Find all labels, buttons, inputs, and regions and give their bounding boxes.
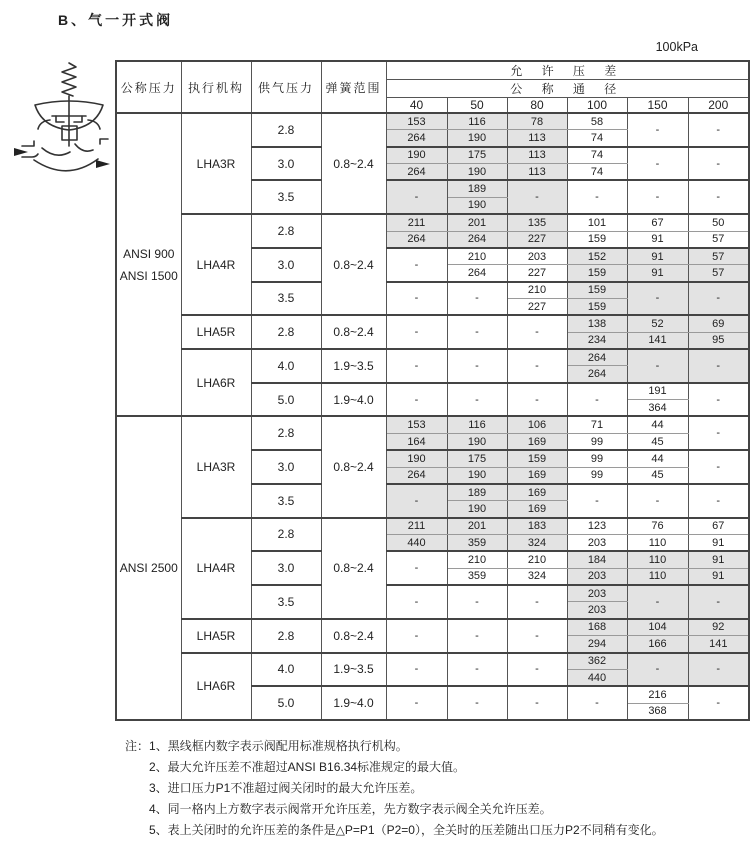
value-cell: 169 (507, 501, 567, 518)
value-cell: 190 (447, 197, 507, 214)
dash-cell: - (507, 315, 567, 349)
dash-cell: - (688, 113, 749, 147)
value-cell: 364 (627, 400, 688, 417)
value-cell: 264 (386, 231, 447, 248)
value-cell: 101 (567, 214, 627, 231)
unit-label: 100kPa (655, 40, 698, 54)
actuator-cell: LHA5R (181, 619, 251, 653)
value-cell: 71 (567, 416, 627, 433)
supply-cell: 2.8 (251, 416, 321, 450)
value-cell: 44 (627, 416, 688, 433)
dash-cell: - (386, 551, 447, 585)
value-cell: 57 (688, 265, 749, 282)
dash-cell: - (386, 484, 447, 518)
supply-cell: 3.0 (251, 450, 321, 484)
value-cell: 190 (447, 164, 507, 181)
value-cell: 45 (627, 433, 688, 450)
dash-cell: - (688, 349, 749, 383)
header-actuator: 执行机构 (181, 61, 251, 113)
value-cell: 169 (507, 484, 567, 501)
supply-cell: 3.5 (251, 180, 321, 214)
dash-cell: - (447, 653, 507, 687)
value-cell: 324 (507, 568, 567, 585)
value-cell: 264 (386, 130, 447, 147)
value-cell: 159 (567, 282, 627, 299)
value-cell: 110 (627, 551, 688, 568)
value-cell: 168 (567, 619, 627, 636)
value-cell: 92 (688, 619, 749, 636)
value-cell: 264 (447, 265, 507, 282)
value-cell: 368 (627, 703, 688, 720)
dash-cell: - (688, 585, 749, 619)
value-cell: 52 (627, 315, 688, 332)
value-cell: 99 (567, 467, 627, 484)
header-nominal-pressure: 公称压力 (116, 61, 181, 113)
header-spring-range: 弹簧范围 (321, 61, 386, 113)
value-cell: 175 (447, 147, 507, 164)
dash-cell: - (447, 585, 507, 619)
header-size-150: 150 (627, 98, 688, 114)
value-cell: 203 (507, 248, 567, 265)
header-size-50: 50 (447, 98, 507, 114)
value-cell: 123 (567, 518, 627, 535)
supply-cell: 3.0 (251, 248, 321, 282)
value-cell: 440 (386, 534, 447, 551)
page-title: B、气一开式阀 (58, 12, 174, 28)
supply-cell: 2.8 (251, 518, 321, 552)
dash-cell: - (688, 450, 749, 484)
supply-cell: 3.0 (251, 147, 321, 181)
supply-cell: 3.5 (251, 484, 321, 518)
value-cell: 227 (507, 231, 567, 248)
value-cell: 211 (386, 214, 447, 231)
value-cell: 69 (688, 315, 749, 332)
pressure-diff-table (115, 60, 750, 721)
value-cell: 190 (447, 467, 507, 484)
value-cell: 359 (447, 568, 507, 585)
supply-cell: 2.8 (251, 214, 321, 248)
dash-cell: - (567, 180, 627, 214)
dash-cell: - (447, 383, 507, 417)
value-cell: 211 (386, 518, 447, 535)
value-cell: 91 (627, 265, 688, 282)
value-cell: 184 (567, 551, 627, 568)
actuator-cell: LHA6R (181, 653, 251, 720)
supply-cell: 2.8 (251, 315, 321, 349)
value-cell: 164 (386, 433, 447, 450)
value-cell: 203 (567, 585, 627, 602)
note-item-4: 4、同一格内上方数字表示阀常开允许压差，先方数字表示阀全关允许压差。 (149, 802, 552, 816)
value-cell: 159 (507, 450, 567, 467)
supply-cell: 5.0 (251, 686, 321, 720)
value-cell: 201 (447, 518, 507, 535)
value-cell: 362 (567, 653, 627, 670)
note-item-3: 3、进口压力P1不准超过阀关闭时的最大允许压差。 (149, 781, 423, 795)
supply-cell: 3.5 (251, 585, 321, 619)
value-cell: 57 (688, 231, 749, 248)
value-cell: 116 (447, 416, 507, 433)
dash-cell: - (386, 585, 447, 619)
value-cell: 189 (447, 484, 507, 501)
supply-cell: 4.0 (251, 349, 321, 383)
dash-cell: - (688, 686, 749, 720)
spring-cell: 1.9~3.5 (321, 653, 386, 687)
note-item-2: 2、最大允许压差不准超过ANSI B16.34标准规定的最大值。 (149, 760, 466, 774)
dash-cell: - (447, 349, 507, 383)
table-body (116, 113, 749, 720)
dash-cell: - (627, 113, 688, 147)
dash-cell: - (507, 383, 567, 417)
value-cell: 135 (507, 214, 567, 231)
dash-cell: - (386, 653, 447, 687)
pressure-diff-table-wrap (115, 60, 750, 721)
dash-cell: - (567, 686, 627, 720)
spring-cell: 1.9~4.0 (321, 383, 386, 417)
value-cell: 190 (447, 433, 507, 450)
dash-cell: - (386, 248, 447, 282)
dash-cell: - (627, 653, 688, 687)
value-cell: 110 (627, 534, 688, 551)
dash-cell: - (507, 686, 567, 720)
value-cell: 74 (567, 147, 627, 164)
header-size-80: 80 (507, 98, 567, 114)
value-cell: 234 (567, 332, 627, 349)
dash-cell: - (567, 484, 627, 518)
pressure-cell: ANSI 2500 (116, 416, 181, 719)
header-allowable-pressure-diff: 允 许 压 差 (386, 61, 749, 80)
value-cell: 189 (447, 180, 507, 197)
value-cell: 91 (627, 231, 688, 248)
value-cell: 138 (567, 315, 627, 332)
value-cell: 210 (507, 551, 567, 568)
dash-cell: - (688, 484, 749, 518)
dash-cell: - (386, 619, 447, 653)
value-cell: 141 (627, 332, 688, 349)
dash-cell: - (688, 653, 749, 687)
value-cell: 264 (386, 467, 447, 484)
value-cell: 104 (627, 619, 688, 636)
value-cell: 159 (567, 298, 627, 315)
value-cell: 106 (507, 416, 567, 433)
value-cell: 113 (507, 164, 567, 181)
value-cell: 264 (567, 349, 627, 366)
value-cell: 210 (447, 248, 507, 265)
inlet-arrow-icon (14, 148, 28, 156)
dash-cell: - (627, 585, 688, 619)
value-cell: 264 (567, 366, 627, 383)
dash-cell: - (447, 619, 507, 653)
value-cell: 159 (567, 231, 627, 248)
value-cell: 210 (447, 551, 507, 568)
value-cell: 58 (567, 113, 627, 130)
dash-cell: - (627, 147, 688, 181)
supply-cell: 5.0 (251, 383, 321, 417)
note-item-1: 1、黑线框内数字表示阀配用标准规格执行机构。 (149, 739, 408, 753)
spring-cell: 0.8~2.4 (321, 619, 386, 653)
value-cell: 294 (567, 636, 627, 653)
value-cell: 190 (447, 501, 507, 518)
spring-glyph (62, 63, 76, 96)
dash-cell: - (507, 585, 567, 619)
value-cell: 190 (386, 450, 447, 467)
dash-cell: - (627, 180, 688, 214)
value-cell: 67 (627, 214, 688, 231)
value-cell: 227 (507, 298, 567, 315)
dash-cell: - (688, 383, 749, 417)
value-cell: 113 (507, 130, 567, 147)
dash-cell: - (688, 147, 749, 181)
dash-cell: - (688, 282, 749, 316)
spring-cell: 0.8~2.4 (321, 315, 386, 349)
value-cell: 57 (688, 248, 749, 265)
dash-cell: - (627, 282, 688, 316)
supply-cell: 2.8 (251, 113, 321, 147)
value-cell: 76 (627, 518, 688, 535)
dash-cell: - (386, 383, 447, 417)
notes-prefix: 注： (125, 739, 150, 753)
value-cell: 264 (386, 164, 447, 181)
value-cell: 203 (567, 534, 627, 551)
air-to-open-valve-icon (12, 60, 112, 180)
value-cell: 169 (507, 467, 567, 484)
value-cell: 169 (507, 433, 567, 450)
spring-cell: 1.9~3.5 (321, 349, 386, 383)
spring-cell: 1.9~4.0 (321, 686, 386, 720)
value-cell: 201 (447, 214, 507, 231)
spring-cell: 0.8~2.4 (321, 214, 386, 315)
supply-cell: 3.0 (251, 551, 321, 585)
value-cell: 153 (386, 416, 447, 433)
dash-cell: - (447, 282, 507, 316)
value-cell: 67 (688, 518, 749, 535)
value-cell: 190 (447, 130, 507, 147)
dash-cell: - (507, 349, 567, 383)
value-cell: 152 (567, 248, 627, 265)
value-cell: 216 (627, 686, 688, 703)
header-size-200: 200 (688, 98, 749, 114)
value-cell: 44 (627, 450, 688, 467)
spring-cell: 0.8~2.4 (321, 416, 386, 517)
value-cell: 50 (688, 214, 749, 231)
header-size-40: 40 (386, 98, 447, 114)
value-cell: 203 (567, 568, 627, 585)
value-cell: 116 (447, 113, 507, 130)
dash-cell: - (507, 180, 567, 214)
header-size-100: 100 (567, 98, 627, 114)
dash-cell: - (507, 653, 567, 687)
actuator-cell: LHA5R (181, 315, 251, 349)
value-cell: 190 (386, 147, 447, 164)
dash-cell: - (447, 686, 507, 720)
value-cell: 153 (386, 113, 447, 130)
dash-cell: - (627, 484, 688, 518)
dash-cell: - (386, 180, 447, 214)
value-cell: 324 (507, 534, 567, 551)
dash-cell: - (688, 180, 749, 214)
value-cell: 45 (627, 467, 688, 484)
actuator-cell: LHA4R (181, 518, 251, 619)
value-cell: 74 (567, 164, 627, 181)
value-cell: 141 (688, 636, 749, 653)
value-cell: 91 (688, 551, 749, 568)
dash-cell: - (567, 383, 627, 417)
note-item-5: 5、表上关闭时的允许压差的条件是△P=P1（P2=0），全关时的压差随出口压力P2不同稍有变化。 (149, 823, 664, 837)
supply-cell: 4.0 (251, 653, 321, 687)
value-cell: 183 (507, 518, 567, 535)
value-cell: 99 (567, 433, 627, 450)
value-cell: 359 (447, 534, 507, 551)
value-cell: 91 (688, 534, 749, 551)
header-supply-pressure: 供气压力 (251, 61, 321, 113)
value-cell: 175 (447, 450, 507, 467)
supply-cell: 3.5 (251, 282, 321, 316)
value-cell: 74 (567, 130, 627, 147)
value-cell: 166 (627, 636, 688, 653)
dash-cell: - (386, 686, 447, 720)
value-cell: 210 (507, 282, 567, 299)
value-cell: 113 (507, 147, 567, 164)
dash-cell: - (507, 619, 567, 653)
dash-cell: - (386, 349, 447, 383)
dash-cell: - (386, 282, 447, 316)
value-cell: 78 (507, 113, 567, 130)
value-cell: 91 (627, 248, 688, 265)
value-cell: 264 (447, 231, 507, 248)
spring-cell: 0.8~2.4 (321, 113, 386, 214)
value-cell: 191 (627, 383, 688, 400)
dash-cell: - (627, 349, 688, 383)
value-cell: 159 (567, 265, 627, 282)
dash-cell: - (447, 315, 507, 349)
notes (125, 736, 664, 841)
actuator-cell: LHA3R (181, 113, 251, 214)
actuator-cell: LHA3R (181, 416, 251, 517)
outlet-arrow-icon (96, 160, 110, 168)
dash-cell: - (688, 416, 749, 450)
header-nominal-diameter: 公 称 通 径 (386, 80, 749, 98)
supply-cell: 2.8 (251, 619, 321, 653)
value-cell: 227 (507, 265, 567, 282)
value-cell: 110 (627, 568, 688, 585)
value-cell: 440 (567, 669, 627, 686)
actuator-cell: LHA6R (181, 349, 251, 416)
pressure-cell: ANSI 900 ANSI 1500 (116, 113, 181, 416)
actuator-cell: LHA4R (181, 214, 251, 315)
value-cell: 91 (688, 568, 749, 585)
value-cell: 99 (567, 450, 627, 467)
value-cell: 203 (567, 602, 627, 619)
value-cell: 95 (688, 332, 749, 349)
spring-cell: 0.8~2.4 (321, 518, 386, 619)
dash-cell: - (386, 315, 447, 349)
